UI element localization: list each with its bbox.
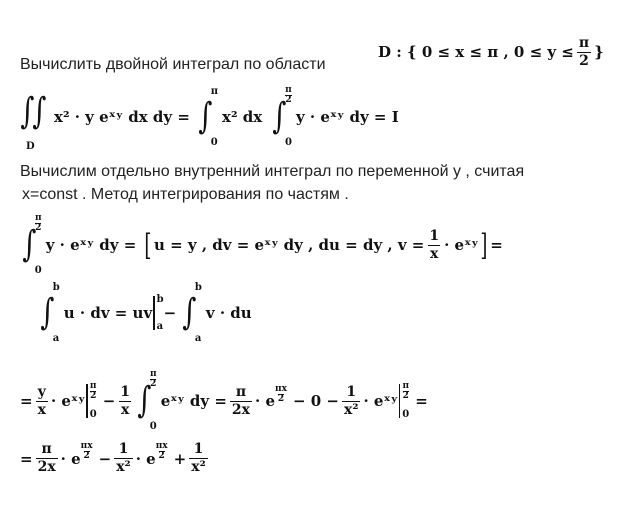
limits: π 2 0 [34,213,42,276]
eq4-exy: · eˣʸ [50,392,86,410]
lower-limit: 0 [284,137,292,148]
minus: − [98,449,112,468]
eq1-lhs: x² · y eˣʸ dx dy = [54,108,190,126]
frac-num: π [578,35,590,51]
double-integral-sign: ∫ ∫ D [20,91,47,152]
frac-den: 2 [579,52,589,69]
closing-brace: } [594,43,604,62]
eq2-eq: = [490,236,503,254]
eq-sign: = [20,449,33,468]
eq4-end: · eˣʸ [363,392,398,410]
lower-limit: 0 [210,137,218,148]
substitution: u = y , dv = eˣʸ dy , du = dy , v = [154,236,425,254]
eq2-exy: · eˣʸ [444,236,479,254]
exp-base: · e [60,449,81,468]
eval-bar [153,296,154,330]
note-line-2: x=const . Метод интегрирования по частям . [22,186,349,203]
exponent: πx 2 [275,383,287,404]
task-statement: Вычислить двойной интеграл по области [20,56,326,73]
eq1-rhs: y · eˣʸ dy = I [295,108,399,126]
eq1-mid: x² dx [222,108,263,126]
integral-sign: ∫ [272,96,287,137]
eq4-int: eˣʸ dy = [160,392,227,410]
limits: π 2 0 [149,369,157,432]
integral-sign: ∫ [198,96,213,137]
open-bracket: [ [144,227,152,263]
limits: b a [52,282,60,344]
one-over-x2: $\frac{1}{\text{x²}}$ [344,383,359,418]
pi-over-2x: $\frac{\pi}{2x}$ [37,441,56,475]
eval-limits: π 2 0 [402,381,410,420]
equation-4 [20,370,428,432]
y-over-x: $\frac{y}{x}$ [37,383,46,418]
integral-sign: ∫ [182,292,197,333]
integral-sign: ∫ [22,224,37,265]
note-line-1: Вычислим отдельно внутренний интеграл по переменной y , считая [20,163,525,180]
limits: b a [194,282,202,344]
inner-limits: π 2 0 [284,85,292,148]
eq2-body: y · eˣʸ dy = [45,236,137,254]
eval-bar [86,384,87,418]
domain-sub: D [26,141,35,152]
eval-bar [399,384,400,418]
pi-over-2x: $\frac{\pi}{2x}$ [231,383,251,418]
exponent: πx 2 [80,441,93,461]
one-over-x: $\frac{1}{x}$ [429,227,440,262]
one-over-x: $\frac{1}{x}$ [120,383,131,418]
upper-limit: π [210,86,219,97]
equation-5 [20,442,211,475]
equation-3 [38,282,252,344]
exponent: πx 2 [155,441,168,461]
eval-limits: π 2 0 [89,381,97,420]
exp-base: · e [135,449,156,468]
minus: − [163,304,177,322]
eq4-mid: − 0 − [292,392,339,410]
equation-1 [20,85,399,152]
exp-base: · e [255,392,276,410]
eval-limits: b a [156,294,164,332]
minus: − [102,392,116,410]
domain-definition [378,36,604,68]
plus: + [173,449,187,468]
integral-sign: ∫ [137,380,152,421]
eq3-rhs: v · du [205,304,252,322]
eq-sign: = [20,392,33,410]
one-over-x2: $\frac{1}{\text{x²}}$ [116,441,131,475]
close-bracket: ] [480,227,488,263]
equation-2 [20,214,503,276]
eq3-lhs: u · dv = uv [63,304,153,322]
integral-sign: ∫ [40,292,55,333]
domain-text: D : { 0 ≤ x ≤ π , 0 ≤ y ≤ [378,43,574,62]
one-over-x2: $\frac{1}{\text{x²}}$ [191,441,206,475]
eq4-eq: = [415,392,428,410]
pi-over-2 [577,36,591,68]
